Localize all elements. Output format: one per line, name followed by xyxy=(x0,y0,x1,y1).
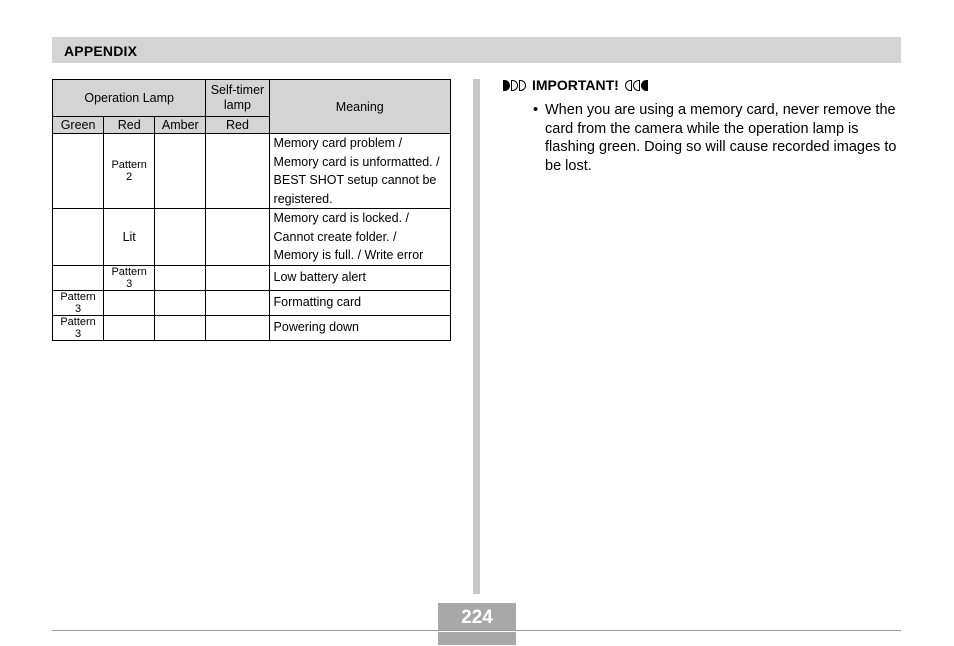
cell-amber xyxy=(155,134,206,209)
cell-amber xyxy=(155,290,206,315)
page-number: 224 xyxy=(438,603,516,630)
important-heading xyxy=(503,77,649,93)
subheader-red: Red xyxy=(104,117,155,134)
cell-red: Pattern 3 xyxy=(104,265,155,290)
cell-red xyxy=(104,290,155,315)
cell-amber xyxy=(155,265,206,290)
subheader-amber: Amber xyxy=(155,117,206,134)
important-right-marks-icon xyxy=(625,80,649,91)
table-row xyxy=(53,290,451,315)
section-header-bar xyxy=(52,37,901,63)
cell-red: Pattern 2 xyxy=(104,134,155,209)
cell-amber xyxy=(155,315,206,340)
cell-timer-red xyxy=(206,265,269,290)
important-left-marks-icon xyxy=(503,80,527,91)
subheader-timer-red: Red xyxy=(206,117,269,134)
column-divider xyxy=(473,79,480,594)
cell-meaning: Powering down xyxy=(269,315,450,340)
cell-green: Pattern 3 xyxy=(53,290,104,315)
cell-timer-red xyxy=(206,315,269,340)
table-row xyxy=(53,265,451,290)
cell-red xyxy=(104,315,155,340)
header-operation-lamp: Operation Lamp xyxy=(53,80,206,117)
header-self-timer-lamp: Self-timer lamp xyxy=(206,80,269,117)
bullet-icon: • xyxy=(533,102,539,118)
cell-meaning: Low battery alert xyxy=(269,265,450,290)
cell-meaning: Memory card is locked. / Cannot create folder. / Memory is full. / Write error xyxy=(269,209,450,266)
important-bullet xyxy=(533,101,903,175)
section-title: APPENDIX xyxy=(64,43,138,59)
footer-rule xyxy=(52,630,901,631)
important-label: IMPORTANT! xyxy=(532,77,619,93)
cell-amber xyxy=(155,209,206,266)
table-row xyxy=(53,134,451,209)
page-number-box xyxy=(438,603,516,645)
page-number-base xyxy=(438,632,516,645)
cell-meaning: Formatting card xyxy=(269,290,450,315)
table-row xyxy=(53,315,451,340)
cell-timer-red xyxy=(206,209,269,266)
header-meaning: Meaning xyxy=(269,80,450,134)
important-text: When you are using a memory card, never remove the card from the camera while the operation lamp is flashing green. Doing so will cause recorded images to be lost. xyxy=(545,102,897,174)
cell-red: Lit xyxy=(104,209,155,266)
cell-green xyxy=(53,265,104,290)
cell-meaning: Memory card problem / Memory card is unformatted. / BEST SHOT setup cannot be registered. xyxy=(269,134,450,209)
cell-green: Pattern 3 xyxy=(53,315,104,340)
subheader-green: Green xyxy=(53,117,104,134)
cell-timer-red xyxy=(206,134,269,209)
cell-green xyxy=(53,134,104,209)
operation-lamp-table xyxy=(52,79,451,341)
cell-green xyxy=(53,209,104,266)
table-row xyxy=(53,209,451,266)
cell-timer-red xyxy=(206,290,269,315)
